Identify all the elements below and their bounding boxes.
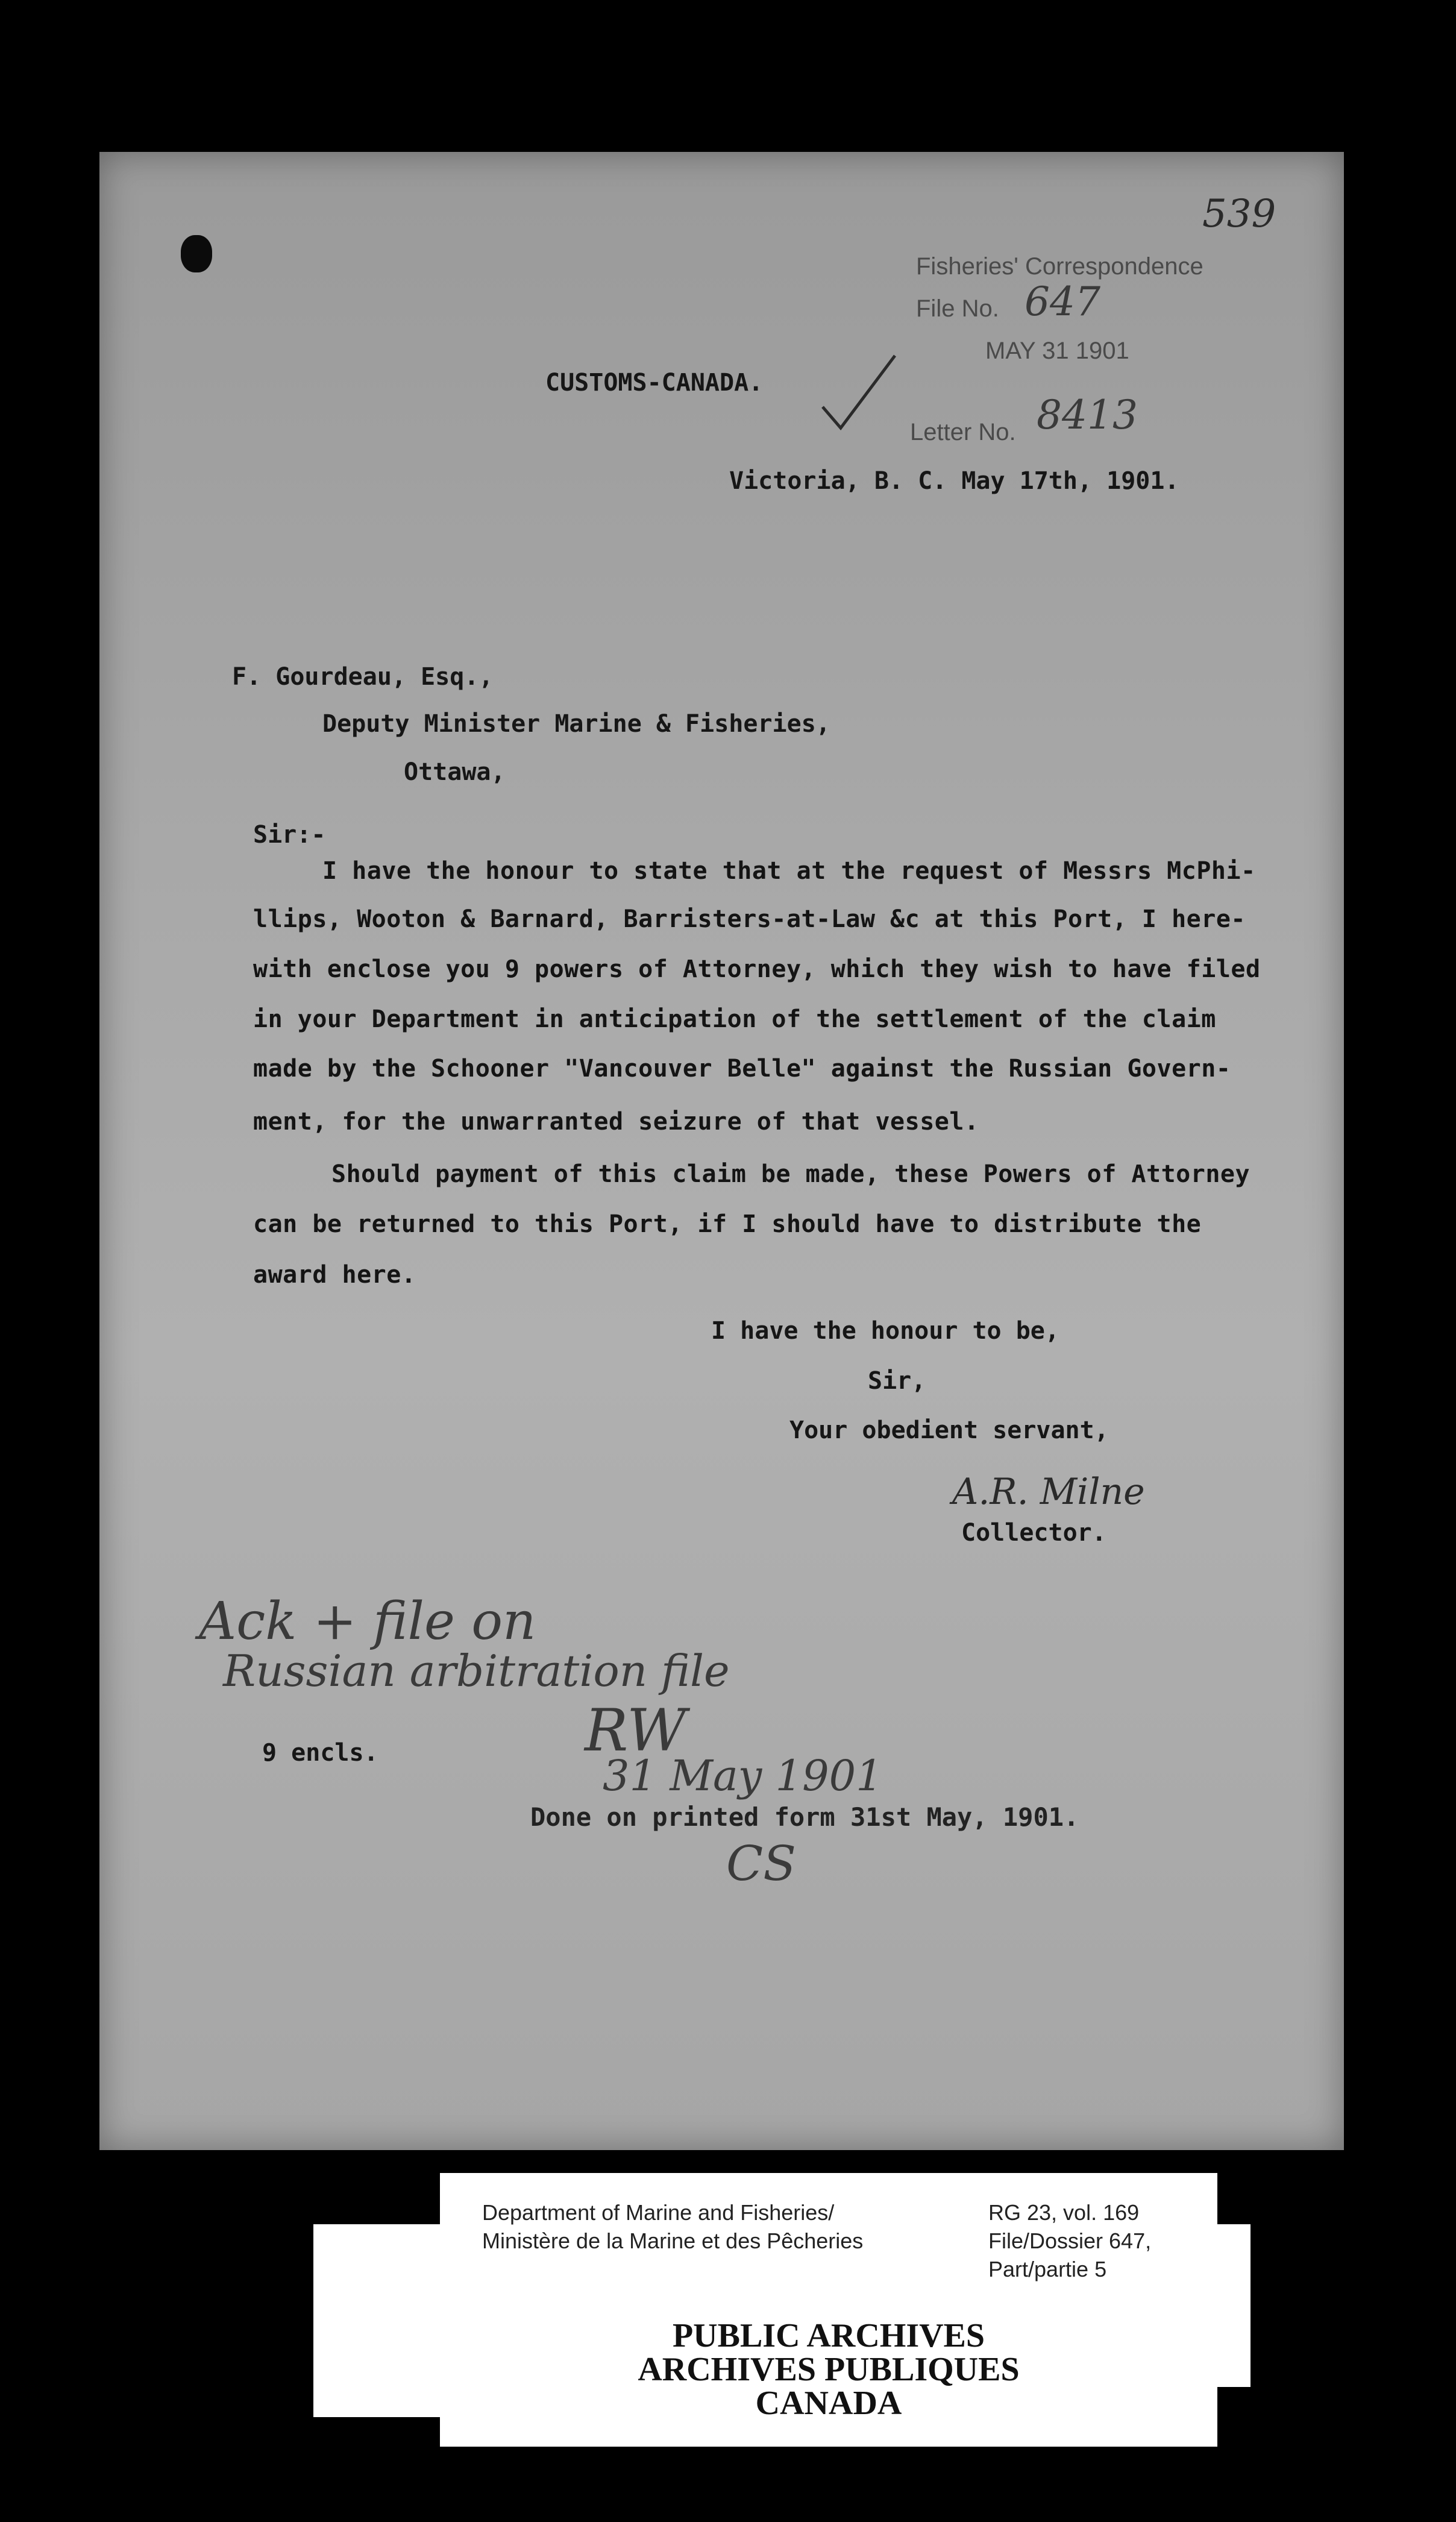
department-line: Ministère de la Marine et des Pêcheries — [482, 2228, 864, 2253]
reference-line: File/Dossier 647, — [988, 2228, 1152, 2253]
letterhead: CUSTOMS-CANADA. — [545, 369, 764, 397]
reference-line: RG 23, vol. 169 — [988, 2200, 1140, 2225]
body-line: llips, Wooton & Barnard, Barristers-at-Law &c at this Port, I here- — [253, 905, 1246, 933]
closing-line: Your obedient servant, — [789, 1417, 1109, 1444]
body-line: Should payment of this claim be made, these Powers of Attorney — [331, 1160, 1250, 1188]
closing-line: I have the honour to be, — [711, 1317, 1059, 1345]
body-line: award here. — [253, 1261, 416, 1289]
checkmark-icon — [817, 350, 901, 434]
place-date: Victoria, B. C. May 17th, 1901. — [729, 467, 1179, 495]
label-tab — [1217, 2224, 1250, 2387]
body-line: made by the Schooner "Vancouver Belle" against the Russian Govern- — [253, 1055, 1231, 1083]
stamp-date: MAY 31 1901 — [985, 338, 1129, 364]
archives-banner — [440, 2307, 1217, 2447]
body-line: with enclose you 9 powers of Attorney, which they wish to have filed — [253, 955, 1261, 983]
archives-title: CANADA — [755, 2385, 902, 2422]
archives-title: PUBLIC ARCHIVES — [672, 2317, 985, 2354]
body-line: can be returned to this Port, if I should have to distribute the — [253, 1210, 1202, 1238]
body-line: ment, for the unwarranted seizure of that vessel. — [253, 1108, 979, 1136]
archive-reference-label — [440, 2173, 1217, 2308]
enclosures: 9 encls. — [262, 1739, 378, 1767]
handwritten-initials: RW — [585, 1697, 686, 1764]
label-tab — [313, 2224, 440, 2417]
addressee-city: Ottawa, — [404, 758, 506, 786]
department-line: Department of Marine and Fisheries/ — [482, 2200, 835, 2225]
stamp-title: Fisheries' Correspondence — [916, 253, 1203, 280]
stamp-file-value: 647 — [1025, 278, 1100, 325]
signer-title: Collector. — [961, 1519, 1106, 1547]
done-stamp: Done on printed form 31st May, 1901. — [530, 1802, 1079, 1832]
handwritten-date: 31 May 1901 — [603, 1751, 883, 1800]
archives-title: ARCHIVES PUBLIQUES — [638, 2351, 1020, 2388]
stamp-file-label: File No. — [916, 295, 999, 322]
handwritten-note: Russian arbitration file — [223, 1646, 730, 1696]
closing-line: Sir, — [868, 1367, 926, 1395]
body-line: I have the honour to state that at the request of Messrs McPhi- — [322, 857, 1256, 885]
letter-page — [99, 152, 1344, 2150]
signature: A.R. Milne — [952, 1471, 1145, 1513]
stamp-letter-value: 8413 — [1037, 392, 1138, 438]
reference-line: Part/partie 5 — [988, 2257, 1107, 2281]
page-number: 539 — [1202, 192, 1276, 236]
stamp-letter-label: Letter No. — [910, 419, 1016, 445]
salutation: Sir:- — [253, 821, 326, 849]
addressee-name: F. Gourdeau, Esq., — [232, 663, 494, 691]
body-line: in your Department in anticipation of the settlement of the claim — [253, 1005, 1216, 1033]
punch-hole — [181, 235, 212, 272]
addressee-title: Deputy Minister Marine & Fisheries, — [322, 710, 830, 738]
done-initials: CS — [726, 1835, 797, 1892]
handwritten-note: Ack + file on — [199, 1591, 536, 1652]
